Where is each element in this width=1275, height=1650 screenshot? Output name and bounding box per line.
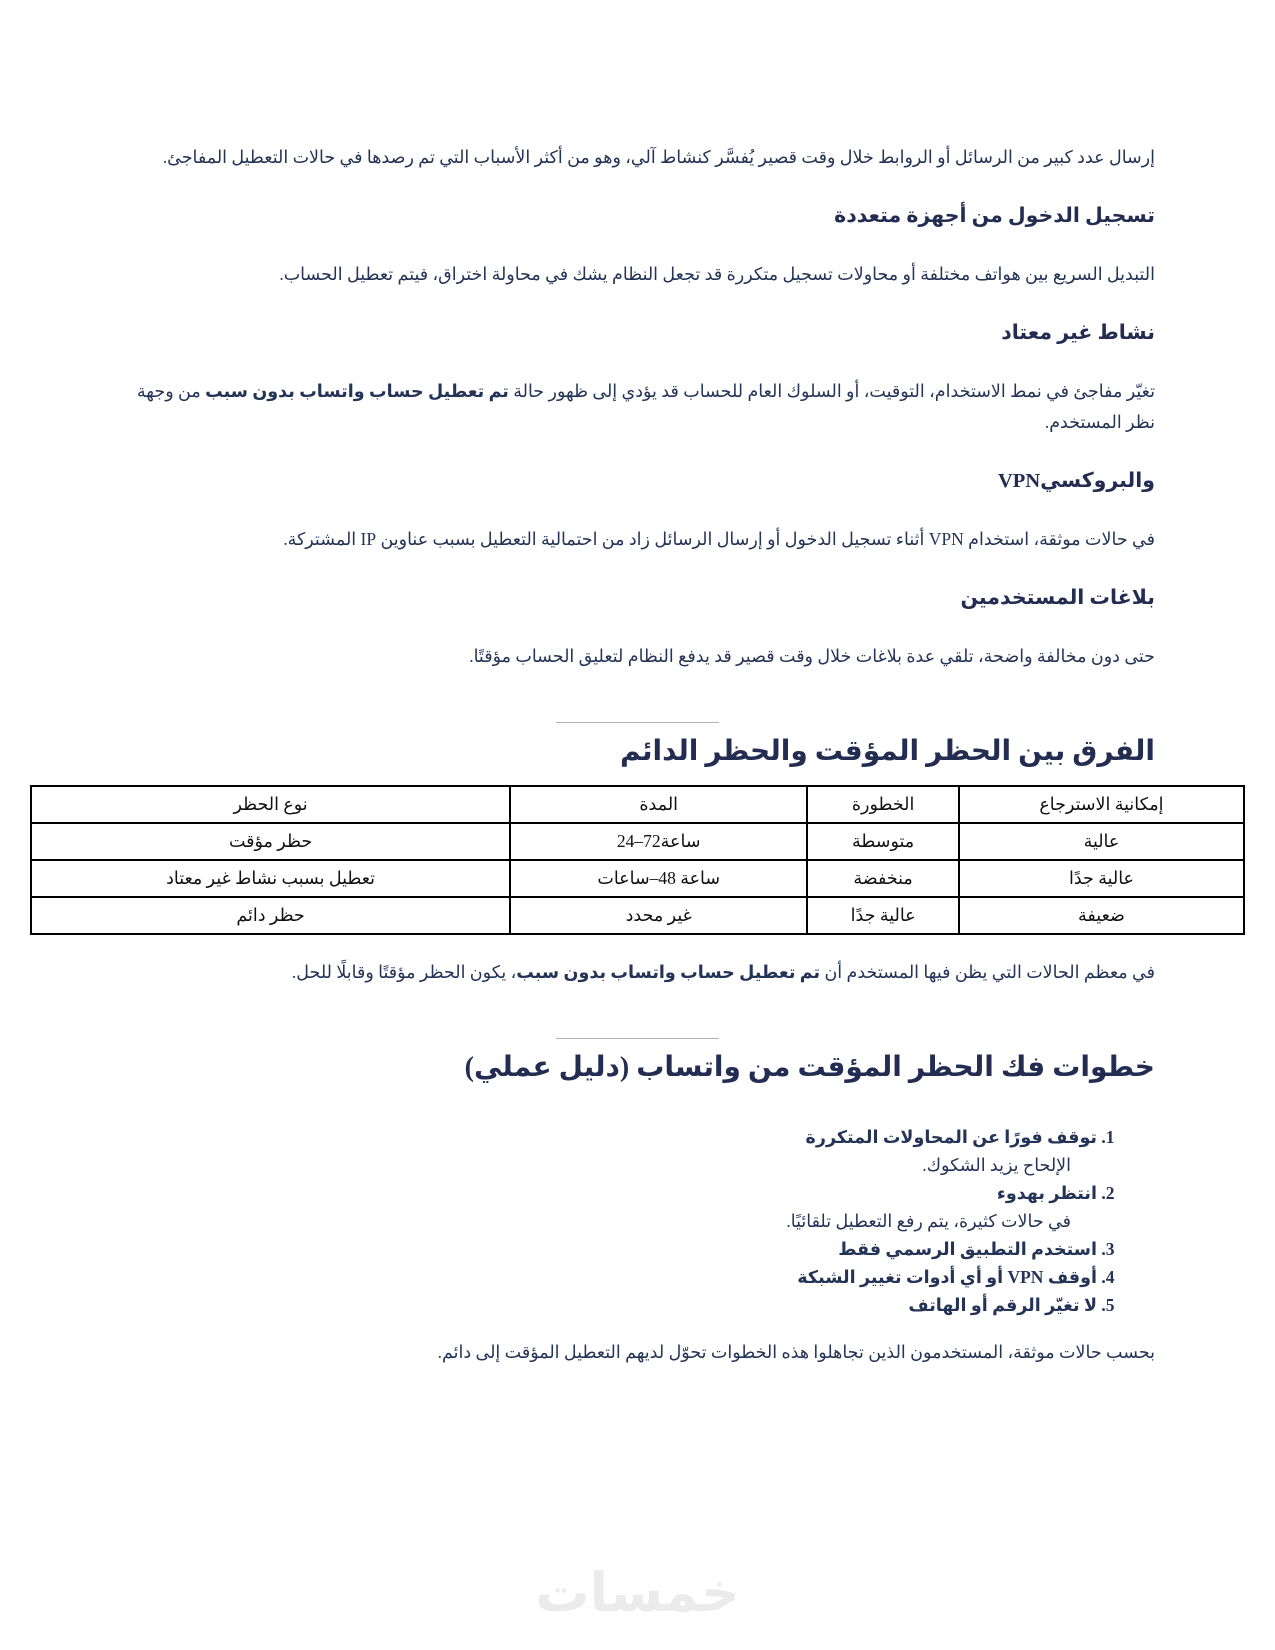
table-header-duration: المدة [510,786,807,823]
table-cell: متوسطة [807,823,959,860]
table-header-row [31,786,1244,823]
section-heading-user-reports: بلاغات المستخدمين [960,587,1155,609]
comparison-table-wrap [30,785,1245,935]
section-unusual-activity [120,320,1155,438]
section-heading-unusual-activity: نشاط غير معتاد [1001,322,1155,344]
intro-paragraph: إرسال عدد كبير من الرسائل أو الروابط خلال وقت قصير يُفسَّر كنشاط آلي، وهو من أكثر الأسباب التي تم رصدها في حالات التعطيل المفاجئ. [162,147,1155,167]
steps-list [120,1123,1155,1319]
section-multi-device-login [120,203,1155,290]
section-user-reports [120,585,1155,672]
section-paragraph: في حالات موثقة، استخدام VPN أثناء تسجيل الدخول أو إرسال الرسائل زاد من احتمالية التعطيل بسبب عناوين IP المشتركة. [283,529,1155,549]
step-title: استخدم التطبيق الرسمي فقط [838,1239,1097,1259]
table-cell: غير محدد [510,897,807,934]
table-cell: حظر مؤقت [31,823,510,860]
step-title: أوقف VPN أو أي أدوات تغيير الشبكة [797,1267,1097,1287]
section-heading-vpn-proxy: VPNوالبروكسي [998,470,1155,492]
step-item [120,1263,1097,1291]
section-paragraph: تغيّر مفاجئ في نمط الاستخدام، التوقيت، أو السلوك العام للحساب قد يؤدي إلى ظهور حالة تم تعطيل حساب واتساب بدون سبب من وجهة نظر المستخدم. [136,381,1155,432]
table-row [31,860,1244,897]
comparison-note: في معظم الحالات التي يظن فيها المستخدم أن تم تعطيل حساب واتساب بدون سبب، يكون الحظر مؤقتًا وقابلًا للحل. [291,962,1155,982]
step-title: انتظر بهدوء [996,1183,1097,1203]
comparison-table [30,785,1245,935]
step-item [120,1235,1097,1263]
steps-note: بحسب حالات موثقة، المستخدمون الذين تجاهلوا هذه الخطوات تحوّل لديهم التعطيل المؤقت إلى دائم. [437,1342,1155,1362]
step-item [120,1123,1097,1179]
step-title: توقف فورًا عن المحاولات المتكررة [805,1127,1097,1147]
table-row [31,897,1244,934]
section-heading-multi-device-login: تسجيل الدخول من أجهزة متعددة [834,205,1155,227]
table-cell: ساعات‎–48‎ ساعة [510,860,807,897]
steps-title: خطوات فك الحظر المؤقت من واتساب (دليل عملي) [464,1052,1155,1083]
table-cell: تعطيل بسبب نشاط غير معتاد [31,860,510,897]
table-cell: 24–72ساعة [510,823,807,860]
table-cell: منخفضة [807,860,959,897]
table-cell: ضعيفة [959,897,1244,934]
step-item [120,1179,1097,1235]
step-detail: الإلحاح يزيد الشكوك. [922,1155,1071,1175]
comparison-title: الفرق بين الحظر المؤقت والحظر الدائم [620,736,1155,767]
table-header-recoverability: إمكانية الاسترجاع [959,786,1244,823]
step-detail: في حالات كثيرة، يتم رفع التعطيل تلقائيًا. [786,1211,1071,1231]
section-vpn-proxy [120,468,1155,555]
section-divider [556,1038,719,1039]
step-title: لا تغيّر الرقم أو الهاتف [908,1295,1097,1315]
table-cell: عالية جدًا [807,897,959,934]
watermark-logo: خمسات [535,1563,740,1623]
table-cell: عالية [959,823,1244,860]
table-header-severity: الخطورة [807,786,959,823]
step-item [120,1291,1097,1319]
table-cell: حظر دائم [31,897,510,934]
table-row [31,823,1244,860]
table-header-ban-type: نوع الحظر [31,786,510,823]
section-divider [556,722,719,723]
section-paragraph: التبديل السريع بين هواتف مختلفة أو محاولات تسجيل متكررة قد تجعل النظام يشك في محاولة اختراق، فيتم تعطيل الحساب. [279,264,1155,284]
table-cell: عالية جدًا [959,860,1244,897]
section-paragraph: حتى دون مخالفة واضحة، تلقي عدة بلاغات خلال وقت قصير قد يدفع النظام لتعليق الحساب مؤقتًا. [469,646,1155,666]
